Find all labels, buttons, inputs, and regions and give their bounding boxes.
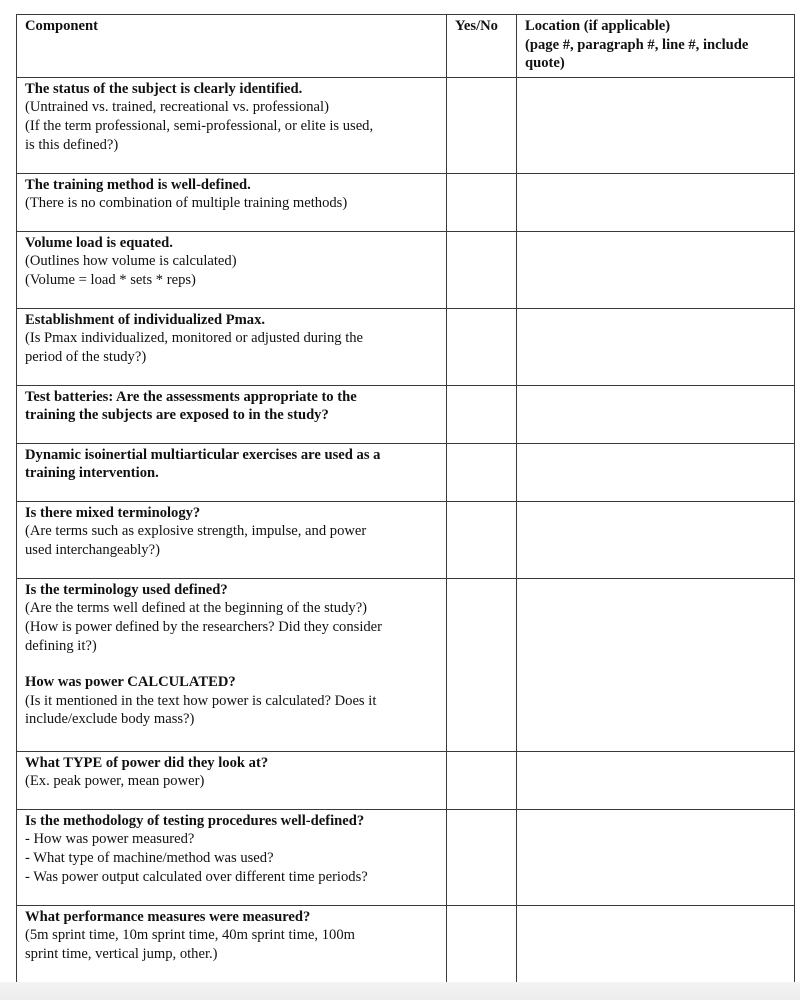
location-cell[interactable] — [517, 578, 795, 751]
header-yes-no: Yes/No — [447, 15, 517, 78]
yes-no-cell[interactable] — [447, 385, 517, 443]
yes-no-cell[interactable] — [447, 443, 517, 501]
location-cell[interactable] — [517, 501, 795, 578]
component-title: Dynamic isoinertial multiarticular exercises are used as a — [25, 446, 381, 463]
component-note: (If the term professional, semi-professional, or elite is used, — [25, 117, 374, 134]
component-cell — [17, 231, 447, 308]
component-cell — [17, 173, 447, 231]
table-row — [17, 501, 795, 578]
component-cell — [17, 308, 447, 385]
location-cell[interactable] — [517, 385, 795, 443]
header-location-line: quote) — [525, 55, 565, 72]
component-note: defining it?) — [25, 637, 97, 654]
component-note: (Untrained vs. trained, recreational vs. professional) — [25, 99, 329, 116]
table-row — [17, 905, 795, 983]
component-cell — [17, 443, 447, 501]
location-cell[interactable] — [517, 443, 795, 501]
component-note: (There is no combination of multiple training methods) — [25, 195, 348, 212]
component-note: period of the study?) — [25, 348, 147, 365]
component-title: Establishment of individualized Pmax. — [25, 311, 266, 328]
component-cell — [17, 809, 447, 905]
component-note: - How was power measured? — [25, 831, 195, 848]
table-row — [17, 578, 795, 751]
component-note: - Was power output calculated over different time periods? — [25, 868, 368, 885]
page-bottom-edge — [0, 982, 800, 1000]
header-component: Component — [17, 15, 447, 78]
table-header-row — [17, 15, 795, 78]
yes-no-cell[interactable] — [447, 173, 517, 231]
yes-no-cell[interactable] — [447, 501, 517, 578]
yes-no-cell[interactable] — [447, 77, 517, 173]
table-row — [17, 231, 795, 308]
location-cell[interactable] — [517, 905, 795, 983]
yes-no-cell[interactable] — [447, 809, 517, 905]
component-title: training the subjects are exposed to in the study? — [25, 407, 329, 424]
evaluation-checklist-table — [16, 14, 795, 984]
paragraph-gap — [25, 655, 438, 673]
header-location — [517, 15, 795, 78]
component-title: Volume load is equated. — [25, 234, 173, 251]
component-note: (Ex. peak power, mean power) — [25, 773, 205, 790]
yes-no-cell[interactable] — [447, 231, 517, 308]
location-cell[interactable] — [517, 809, 795, 905]
table-row — [17, 385, 795, 443]
component-cell — [17, 578, 447, 751]
yes-no-cell[interactable] — [447, 751, 517, 809]
table-row — [17, 443, 795, 501]
table-row — [17, 308, 795, 385]
table-row — [17, 809, 795, 905]
component-note: (5m sprint time, 10m sprint time, 40m sprint time, 100m — [25, 927, 355, 944]
component-cell — [17, 751, 447, 809]
component-cell — [17, 905, 447, 983]
component-note: is this defined?) — [25, 136, 119, 153]
component-note: (How is power defined by the researchers? Did they consider — [25, 618, 383, 635]
yes-no-cell[interactable] — [447, 308, 517, 385]
component-title: The status of the subject is clearly identified. — [25, 80, 303, 97]
header-location-line: (page #, paragraph #, line #, include — [525, 36, 749, 53]
component-title: training intervention. — [25, 465, 159, 482]
table-row — [17, 751, 795, 809]
component-note: (Outlines how volume is calculated) — [25, 253, 237, 270]
component-title: The training method is well-defined. — [25, 176, 251, 193]
component-title: What performance measures were measured? — [25, 908, 311, 925]
location-cell[interactable] — [517, 77, 795, 173]
component-title: Test batteries: Are the assessments appropriate to the — [25, 388, 357, 405]
location-cell[interactable] — [517, 231, 795, 308]
header-location-line: Location (if applicable) — [525, 18, 671, 34]
location-cell[interactable] — [517, 308, 795, 385]
component-title: What TYPE of power did they look at? — [25, 754, 269, 771]
component-title: How was power CALCULATED? — [25, 674, 236, 691]
location-cell[interactable] — [517, 751, 795, 809]
component-cell — [17, 77, 447, 173]
component-note: (Is Pmax individualized, monitored or adjusted during the — [25, 330, 364, 347]
table-row — [17, 77, 795, 173]
component-title: Is there mixed terminology? — [25, 504, 201, 521]
component-title: Is the terminology used defined? — [25, 581, 228, 598]
component-note: sprint time, vertical jump, other.) — [25, 945, 218, 962]
yes-no-cell[interactable] — [447, 905, 517, 983]
component-cell — [17, 385, 447, 443]
component-note: (Are the terms well defined at the beginning of the study?) — [25, 600, 368, 617]
component-title: Is the methodology of testing procedures well-defined? — [25, 812, 365, 829]
location-cell[interactable] — [517, 173, 795, 231]
component-note: (Is it mentioned in the text how power is calculated? Does it — [25, 692, 377, 709]
component-note: used interchangeably?) — [25, 541, 160, 558]
component-note: - What type of machine/method was used? — [25, 849, 274, 866]
component-note: (Are terms such as explosive strength, impulse, and power — [25, 523, 367, 540]
yes-no-cell[interactable] — [447, 578, 517, 751]
component-note: (Volume = load * sets * reps) — [25, 271, 196, 288]
component-note: include/exclude body mass?) — [25, 711, 195, 728]
component-cell — [17, 501, 447, 578]
table-row — [17, 173, 795, 231]
